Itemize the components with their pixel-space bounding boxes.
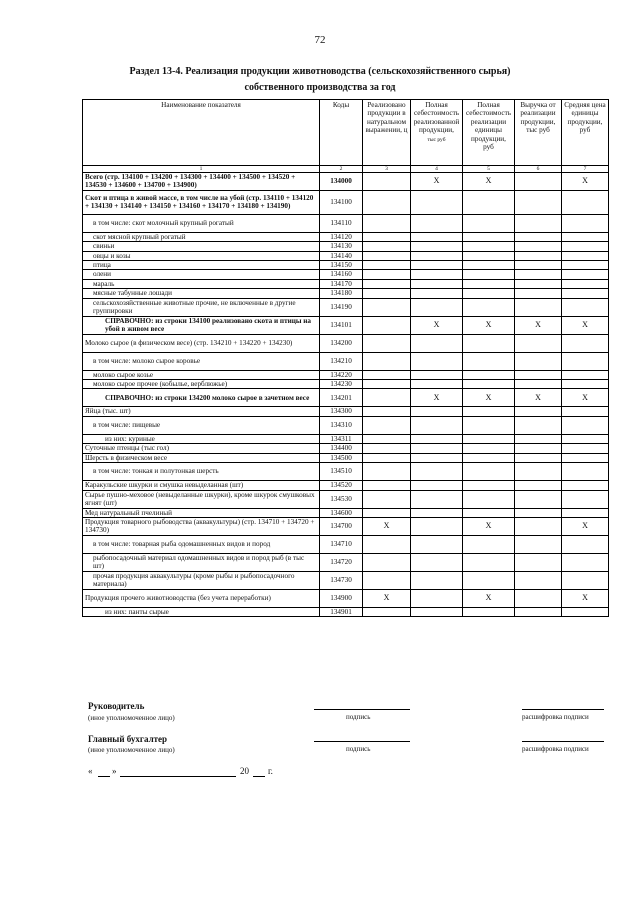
row-code: 134210 <box>320 352 363 370</box>
table-row <box>83 463 609 481</box>
cell-c7[interactable] <box>562 407 609 416</box>
cell-c5[interactable] <box>463 434 515 443</box>
head-decode-line <box>522 709 604 710</box>
row-name: СПРАВОЧНО: из строки 134100 реализовано скота и птицы на убой в живом весе <box>83 316 320 334</box>
row-name: Каракульские шкурки и смушка невыделанная (шт) <box>83 481 320 490</box>
header-unit-cost: Полная себестоимость реализации единицы продукции, руб <box>463 100 515 166</box>
header-revenue: Выручка от реализации продукции, тыс руб <box>515 100 562 166</box>
row-name: Скот и птица в живой массе, в том числе на убой (стр. 134110 + 134120 + 134130 + 134140 + 134150 + 134160 + 134170 + 134180 + 134190) <box>83 190 320 214</box>
cell-c6[interactable] <box>515 453 562 462</box>
cell-c6[interactable] <box>515 463 562 481</box>
cell-c7[interactable] <box>562 481 609 490</box>
row-name: в том числе: молоко сырое коровье <box>83 352 320 370</box>
cell-c3[interactable] <box>363 481 411 490</box>
cell-c6: X <box>515 316 562 334</box>
cell-c7[interactable] <box>562 453 609 462</box>
table-row <box>83 352 609 370</box>
row-code: 134190 <box>320 298 363 316</box>
cell-c6[interactable] <box>515 242 562 251</box>
table-row <box>83 214 609 232</box>
cell-c6: X <box>515 389 562 407</box>
row-code: 134100 <box>320 190 363 214</box>
header-full-cost <box>411 100 463 166</box>
table-row <box>83 270 609 279</box>
cell-c6[interactable] <box>515 380 562 389</box>
row-code: 134180 <box>320 289 363 298</box>
cell-c6[interactable] <box>515 214 562 232</box>
cell-c3[interactable] <box>363 261 411 270</box>
head-decode-caption: расшифровка подписи <box>522 713 589 721</box>
livestock-sales-table <box>82 99 609 617</box>
cell-c7: X <box>562 173 609 191</box>
cell-c7[interactable] <box>562 334 609 352</box>
cell-c4[interactable] <box>411 334 463 352</box>
table-row <box>83 553 609 571</box>
cell-c5[interactable] <box>463 298 515 316</box>
cell-c4[interactable] <box>411 298 463 316</box>
table-row <box>83 279 609 288</box>
cell-c3[interactable] <box>363 334 411 352</box>
cell-c5[interactable] <box>463 444 515 453</box>
row-name: олени <box>83 270 320 279</box>
cell-c7[interactable] <box>562 261 609 270</box>
table-row <box>83 242 609 251</box>
column-numbers-row <box>83 166 609 173</box>
accountant-sublabel: (иное уполномоченное лицо) <box>88 746 175 754</box>
table-body <box>83 173 609 617</box>
cell-c6[interactable] <box>515 535 562 553</box>
cell-c3[interactable] <box>363 463 411 481</box>
cell-c4[interactable] <box>411 407 463 416</box>
cell-c6[interactable] <box>515 251 562 260</box>
row-name: Суточные птенцы (тыс гол) <box>83 444 320 453</box>
cell-c7[interactable] <box>562 380 609 389</box>
cell-c5[interactable] <box>463 370 515 379</box>
cell-c3[interactable] <box>363 416 411 434</box>
row-code: 134201 <box>320 389 363 407</box>
cell-c3[interactable] <box>363 444 411 453</box>
row-name: Продукция прочего животноводства (без учета переработки) <box>83 589 320 607</box>
cell-c7[interactable] <box>562 279 609 288</box>
accountant-decode-caption: расшифровка подписи <box>522 745 589 753</box>
table-row <box>83 389 609 407</box>
row-name: Шерсть в физическом весе <box>83 453 320 462</box>
column-number: 1 <box>83 166 320 173</box>
cell-c7[interactable] <box>562 190 609 214</box>
header-name: Наименование показателя <box>83 100 320 166</box>
header-quantity: Реализовано продукции в натуральном выражении, ц <box>363 100 411 166</box>
table-row <box>83 434 609 443</box>
cell-c6[interactable] <box>515 607 562 616</box>
header-full-cost-text: Полная себестоимость реализованной продукции, <box>413 101 460 135</box>
cell-c3[interactable] <box>363 389 411 407</box>
cell-c5[interactable] <box>463 453 515 462</box>
row-code: 134120 <box>320 232 363 241</box>
cell-c5[interactable] <box>463 214 515 232</box>
date-quote-close: » <box>112 766 117 776</box>
cell-c4[interactable] <box>411 607 463 616</box>
cell-c7[interactable] <box>562 214 609 232</box>
cell-c7[interactable] <box>562 607 609 616</box>
cell-c6[interactable] <box>515 481 562 490</box>
row-code: 134311 <box>320 434 363 443</box>
cell-c5[interactable] <box>463 261 515 270</box>
table-row <box>83 416 609 434</box>
accountant-sign-caption: подпись <box>346 745 371 753</box>
cell-c5[interactable] <box>463 607 515 616</box>
head-label: Руководитель <box>88 701 145 711</box>
table-row <box>83 407 609 416</box>
row-code: 134101 <box>320 316 363 334</box>
cell-c7: X <box>562 589 609 607</box>
cell-c5: X <box>463 517 515 535</box>
cell-c5[interactable] <box>463 416 515 434</box>
cell-c3[interactable] <box>363 232 411 241</box>
row-name: прочая продукция аквакультуры (кроме рыбы и рыбопосадочного материала) <box>83 571 320 589</box>
table-row <box>83 298 609 316</box>
row-code: 134200 <box>320 334 363 352</box>
row-name: из них: куриные <box>83 434 320 443</box>
cell-c4[interactable] <box>411 517 463 535</box>
row-code: 134170 <box>320 279 363 288</box>
table-row <box>83 232 609 241</box>
row-name: птица <box>83 261 320 270</box>
row-code: 134530 <box>320 490 363 508</box>
cell-c6[interactable] <box>515 517 562 535</box>
cell-c6[interactable] <box>515 370 562 379</box>
cell-c4[interactable] <box>411 270 463 279</box>
cell-c3[interactable] <box>363 251 411 260</box>
cell-c5[interactable] <box>463 352 515 370</box>
cell-c3[interactable] <box>363 508 411 517</box>
cell-c3[interactable] <box>363 214 411 232</box>
row-name: свиньи <box>83 242 320 251</box>
cell-c5[interactable] <box>463 190 515 214</box>
row-code: 134600 <box>320 508 363 517</box>
cell-c5[interactable] <box>463 490 515 508</box>
row-name: сельскохозяйственные животные прочие, не включенные в другие группировки <box>83 298 320 316</box>
row-name: рыбопосадочный материал одомашненных видов и пород рыб (в тыс шт) <box>83 553 320 571</box>
cell-c4[interactable] <box>411 553 463 571</box>
cell-c5: X <box>463 316 515 334</box>
cell-c5[interactable] <box>463 251 515 260</box>
cell-c7[interactable] <box>562 242 609 251</box>
cell-c4: X <box>411 389 463 407</box>
cell-c4[interactable] <box>411 380 463 389</box>
row-code: 134901 <box>320 607 363 616</box>
accountant-decode-line <box>522 741 604 742</box>
cell-c6[interactable] <box>515 508 562 517</box>
row-name: Молоко сырое (в физическом весе) (стр. 134210 + 134220 + 134230) <box>83 334 320 352</box>
cell-c6[interactable] <box>515 279 562 288</box>
column-number: 7 <box>562 166 609 173</box>
cell-c3: X <box>363 589 411 607</box>
row-name: из них: панты сырые <box>83 607 320 616</box>
cell-c4[interactable] <box>411 214 463 232</box>
cell-c6[interactable] <box>515 190 562 214</box>
cell-c3[interactable] <box>363 490 411 508</box>
cell-c3[interactable] <box>363 535 411 553</box>
cell-c7[interactable] <box>562 352 609 370</box>
cell-c6[interactable] <box>515 334 562 352</box>
row-name: скот мясной крупный рогатый <box>83 232 320 241</box>
cell-c7[interactable] <box>562 251 609 260</box>
accountant-label: Главный бухгалтер <box>88 734 168 744</box>
head-sign-line <box>314 709 410 710</box>
cell-c7[interactable] <box>562 535 609 553</box>
cell-c4[interactable] <box>411 434 463 443</box>
table-row <box>83 508 609 517</box>
cell-c5[interactable] <box>463 481 515 490</box>
row-name: молоко сырое козье <box>83 370 320 379</box>
cell-c5[interactable] <box>463 242 515 251</box>
column-number: 2 <box>320 166 363 173</box>
cell-c5[interactable] <box>463 508 515 517</box>
cell-c6[interactable] <box>515 407 562 416</box>
row-name: молоко сырое прочее (кобылье, верблюжье) <box>83 380 320 389</box>
table-row <box>83 173 609 191</box>
cell-c4[interactable] <box>411 251 463 260</box>
row-name: Всего (стр. 134100 + 134200 + 134300 + 134400 + 134500 + 134520 + 134530 + 134600 + 134700 + 134900) <box>83 173 320 191</box>
row-name: в том числе: товарная рыба одомашненных видов и пород <box>83 535 320 553</box>
header-code: Коды <box>320 100 363 166</box>
cell-c3[interactable] <box>363 553 411 571</box>
cell-c7: X <box>562 517 609 535</box>
column-number: 3 <box>363 166 411 173</box>
row-name: в том числе: скот молочный крупный рогатый <box>83 214 320 232</box>
cell-c3[interactable] <box>363 279 411 288</box>
table-row <box>83 607 609 616</box>
cell-c7[interactable] <box>562 232 609 241</box>
cell-c4: X <box>411 316 463 334</box>
cell-c5: X <box>463 589 515 607</box>
row-name: Яйца (тыс. шт) <box>83 407 320 416</box>
row-name: Продукция товарного рыбоводства (аквакультуры) (стр. 134710 + 134720 + 134730) <box>83 517 320 535</box>
header-full-cost-unit: тыс руб <box>427 136 446 143</box>
header-avg-price: Средняя цена единицы продукции, руб <box>562 100 609 166</box>
cell-c7[interactable] <box>562 298 609 316</box>
cell-c5: X <box>463 389 515 407</box>
cell-c6[interactable] <box>515 553 562 571</box>
cell-c3[interactable] <box>363 289 411 298</box>
row-code: 134710 <box>320 535 363 553</box>
cell-c7[interactable] <box>562 463 609 481</box>
accountant-sign-line <box>314 741 410 742</box>
cell-c6[interactable] <box>515 571 562 589</box>
cell-c6[interactable] <box>515 173 562 191</box>
cell-c3[interactable] <box>363 242 411 251</box>
cell-c4: X <box>411 173 463 191</box>
section-subtitle: собственного производства за год <box>244 82 396 93</box>
cell-c5[interactable] <box>463 553 515 571</box>
cell-c6[interactable] <box>515 444 562 453</box>
column-number: 6 <box>515 166 562 173</box>
cell-c4[interactable] <box>411 589 463 607</box>
table-row <box>83 589 609 607</box>
date-year-line <box>253 776 265 777</box>
cell-c6[interactable] <box>515 490 562 508</box>
cell-c5[interactable] <box>463 279 515 288</box>
cell-c5[interactable] <box>463 571 515 589</box>
cell-c6[interactable] <box>515 261 562 270</box>
cell-c6[interactable] <box>515 416 562 434</box>
cell-c7[interactable] <box>562 490 609 508</box>
cell-c7[interactable] <box>562 571 609 589</box>
row-name: в том числе: тонкая и полутонкая шерсть <box>83 463 320 481</box>
cell-c3[interactable] <box>363 173 411 191</box>
cell-c3[interactable] <box>363 316 411 334</box>
cell-c6[interactable] <box>515 270 562 279</box>
cell-c5[interactable] <box>463 232 515 241</box>
table-row <box>83 370 609 379</box>
cell-c4[interactable] <box>411 279 463 288</box>
table-row <box>83 334 609 352</box>
table-row <box>83 453 609 462</box>
cell-c3: X <box>363 517 411 535</box>
date-quote-open: « <box>88 766 93 776</box>
table-row <box>83 535 609 553</box>
cell-c7: X <box>562 389 609 407</box>
row-code: 134110 <box>320 214 363 232</box>
row-code: 134400 <box>320 444 363 453</box>
cell-c7[interactable] <box>562 434 609 443</box>
row-code: 134310 <box>320 416 363 434</box>
row-name: Мед натуральный пчелиный <box>83 508 320 517</box>
cell-c3[interactable] <box>363 352 411 370</box>
row-code: 134000 <box>320 173 363 191</box>
cell-c3[interactable] <box>363 370 411 379</box>
cell-c4[interactable] <box>411 370 463 379</box>
cell-c4[interactable] <box>411 463 463 481</box>
row-name: мараль <box>83 279 320 288</box>
date-year-prefix: 20 <box>240 766 249 776</box>
row-code: 134720 <box>320 553 363 571</box>
cell-c5[interactable] <box>463 535 515 553</box>
cell-c4[interactable] <box>411 352 463 370</box>
date-day-line <box>98 776 110 777</box>
date-month-line <box>120 776 236 777</box>
cell-c7[interactable] <box>562 416 609 434</box>
head-sublabel: (иное уполномоченное лицо) <box>88 714 175 722</box>
cell-c4[interactable] <box>411 416 463 434</box>
cell-c7[interactable] <box>562 508 609 517</box>
cell-c5[interactable] <box>463 334 515 352</box>
cell-c4[interactable] <box>411 490 463 508</box>
cell-c5[interactable] <box>463 407 515 416</box>
head-sign-caption: подпись <box>346 713 371 721</box>
cell-c6[interactable] <box>515 232 562 241</box>
cell-c3[interactable] <box>363 380 411 389</box>
row-code: 134160 <box>320 270 363 279</box>
cell-c4[interactable] <box>411 481 463 490</box>
cell-c3[interactable] <box>363 190 411 214</box>
cell-c6[interactable] <box>515 589 562 607</box>
page-number: 72 <box>314 34 326 46</box>
cell-c7[interactable] <box>562 270 609 279</box>
cell-c3[interactable] <box>363 434 411 443</box>
cell-c4[interactable] <box>411 261 463 270</box>
cell-c7[interactable] <box>562 289 609 298</box>
row-code: 134130 <box>320 242 363 251</box>
cell-c7[interactable] <box>562 444 609 453</box>
cell-c6[interactable] <box>515 352 562 370</box>
column-number: 5 <box>463 166 515 173</box>
cell-c4[interactable] <box>411 535 463 553</box>
date-suffix: г. <box>268 766 273 776</box>
cell-c4[interactable] <box>411 289 463 298</box>
row-code: 134900 <box>320 589 363 607</box>
row-code: 134220 <box>320 370 363 379</box>
cell-c3[interactable] <box>363 407 411 416</box>
cell-c3[interactable] <box>363 607 411 616</box>
row-name: мясные табунные лошади <box>83 289 320 298</box>
cell-c5[interactable] <box>463 270 515 279</box>
row-code: 134230 <box>320 380 363 389</box>
cell-c5[interactable] <box>463 463 515 481</box>
row-code: 134520 <box>320 481 363 490</box>
cell-c3[interactable] <box>363 571 411 589</box>
row-code: 134140 <box>320 251 363 260</box>
header-row <box>83 100 609 166</box>
row-code: 134300 <box>320 407 363 416</box>
row-code: 134700 <box>320 517 363 535</box>
table-row <box>83 380 609 389</box>
row-name: СПРАВОЧНО: из строки 134200 молоко сырое в зачетном весе <box>83 389 320 407</box>
table-row <box>83 444 609 453</box>
cell-c6[interactable] <box>515 298 562 316</box>
row-code: 134150 <box>320 261 363 270</box>
table-row <box>83 517 609 535</box>
table-row <box>83 490 609 508</box>
cell-c4[interactable] <box>411 190 463 214</box>
cell-c4[interactable] <box>411 232 463 241</box>
cell-c6[interactable] <box>515 434 562 443</box>
row-code: 134730 <box>320 571 363 589</box>
cell-c5: X <box>463 173 515 191</box>
cell-c4[interactable] <box>411 242 463 251</box>
row-name: овцы и козы <box>83 251 320 260</box>
cell-c7[interactable] <box>562 553 609 571</box>
row-code: 134500 <box>320 453 363 462</box>
cell-c5[interactable] <box>463 380 515 389</box>
row-code: 134510 <box>320 463 363 481</box>
cell-c4[interactable] <box>411 571 463 589</box>
table-row <box>83 261 609 270</box>
cell-c5[interactable] <box>463 289 515 298</box>
table-row <box>83 190 609 214</box>
cell-c3[interactable] <box>363 298 411 316</box>
cell-c6[interactable] <box>515 289 562 298</box>
cell-c3[interactable] <box>363 453 411 462</box>
table-row <box>83 571 609 589</box>
row-name: в том числе: пищевые <box>83 416 320 434</box>
cell-c3[interactable] <box>363 270 411 279</box>
table-row <box>83 251 609 260</box>
cell-c4[interactable] <box>411 453 463 462</box>
table-row <box>83 316 609 334</box>
cell-c4[interactable] <box>411 444 463 453</box>
row-name: Сырье пушно-меховое (невыделанные шкурки), кроме шкурок смушковых ягнят (шт) <box>83 490 320 508</box>
cell-c4[interactable] <box>411 508 463 517</box>
section-title: Раздел 13-4. Реализация продукции животноводства (сельскохозяйственного сырья) <box>129 66 511 77</box>
table-row <box>83 481 609 490</box>
table-row <box>83 289 609 298</box>
cell-c7[interactable] <box>562 370 609 379</box>
column-number: 4 <box>411 166 463 173</box>
cell-c7: X <box>562 316 609 334</box>
